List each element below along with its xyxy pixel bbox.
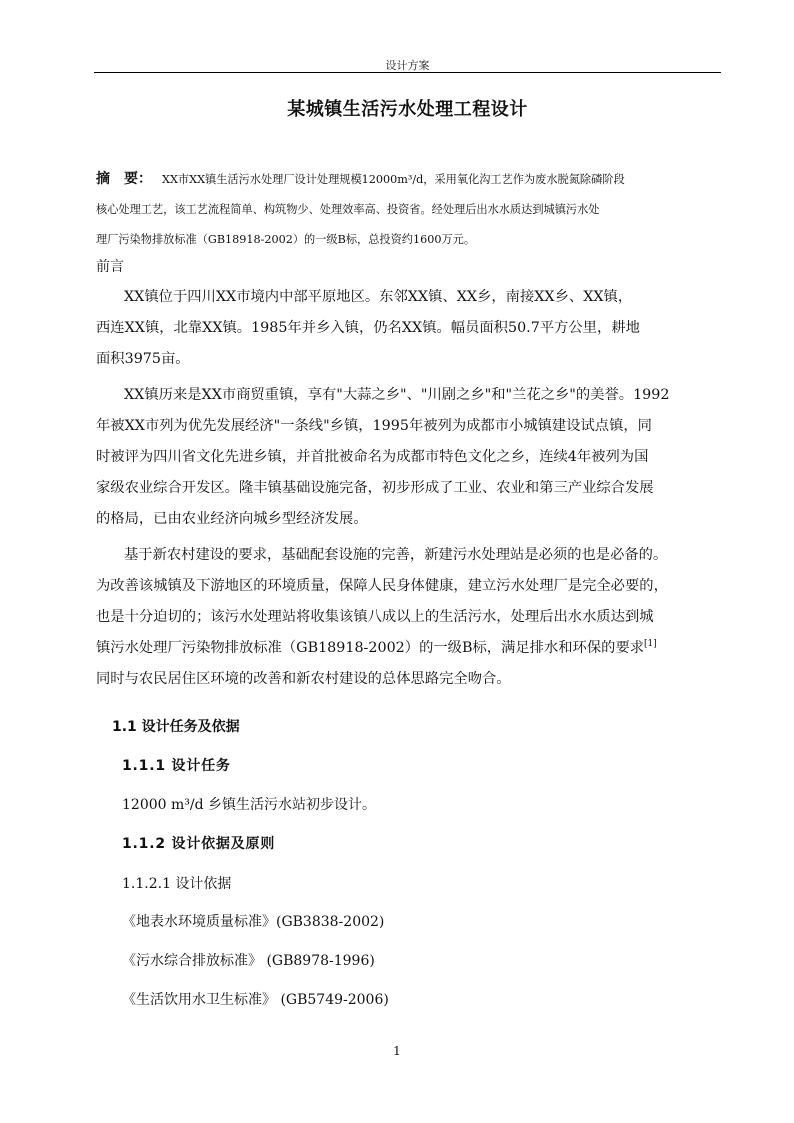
header-divider bbox=[94, 72, 721, 73]
document-title: 某城镇生活污水处理工程设计 bbox=[287, 99, 528, 120]
paragraph-line: 的格局，已由农业经济向城乡型经济发展。 bbox=[96, 511, 368, 527]
paragraph-line: 时被评为四川省文化先进乡镇，并首批被命名为成都市特色文化之乡，连续4年被列为国 bbox=[96, 449, 649, 465]
section-heading-1-1: 1.1 设计任务及依据 bbox=[112, 719, 240, 735]
abstract-line bbox=[96, 164, 722, 195]
abstract-text: XX市XX镇生活污水处理厂设计处理规模12000m³/d，采用氧化沟工艺作为废水脱氮除磷阶段 bbox=[162, 173, 625, 186]
paragraph-line: 家级农业综合开发区。隆丰镇基础设施完备，初步形成了工业、农业和第三产业综合发展 bbox=[96, 480, 654, 496]
preface-heading: 前言 bbox=[96, 259, 124, 275]
paragraph-line: 同时与农民居住区环境的改善和新农村建设的总体思路完全吻合。 bbox=[96, 671, 511, 687]
page-number: 1 bbox=[393, 1044, 401, 1058]
paragraph-line: 西连XX镇，北靠XX镇。1985年并乡入镇，仍名XX镇。幅员面积50.7平方公里，耕地 bbox=[96, 320, 640, 336]
paragraph-history bbox=[96, 380, 722, 535]
abstract-line: 理厂污染物排放标准（GB18918-2002）的一级B标，总投资约1600万元。 bbox=[96, 233, 476, 246]
citation-mark: [1] bbox=[644, 639, 657, 650]
section-heading-1-1-1: 1.1.1 设计任务 bbox=[122, 758, 231, 774]
abstract bbox=[96, 164, 722, 255]
paragraph-line: 基于新农村建设的要求，基础配套设施的完善，新建污水处理站是必须的也是必备的。 bbox=[124, 547, 668, 563]
paragraph-line: XX镇历来是XX市商贸重镇，享有"大蒜之乡"、"川剧之乡"和"兰花之乡"的美誉。1992 bbox=[124, 387, 670, 403]
abstract-line: 核心处理工艺，该工艺流程简单、构筑物少、处理效率高、投资省。经处理后出水水质达到城镇污水处 bbox=[96, 203, 600, 216]
paragraph-line: 面积3975亩。 bbox=[96, 351, 190, 367]
abstract-label: 摘 要： bbox=[96, 171, 152, 187]
task-text: 12000 m³/d 乡镇生活污水站初步设计。 bbox=[122, 797, 377, 813]
section-heading-1-1-2-1: 1.1.2.1 设计依据 bbox=[122, 876, 232, 892]
standard-item: 《地表水环境质量标准》(GB3838-2002) bbox=[122, 914, 385, 930]
paragraph-line: XX镇位于四川XX市境内中部平原地区。东邻XX镇、XX乡，南接XX乡、XX镇， bbox=[124, 289, 633, 305]
section-heading-1-1-2: 1.1.2 设计依据及原则 bbox=[122, 836, 276, 852]
running-header: 设计方案 bbox=[385, 59, 430, 72]
standard-item: 《生活饮用水卫生标准》 (GB5749-2006) bbox=[122, 992, 389, 1008]
paragraph-line-text: 镇污水处理厂污染物排放标准（GB18918-2002）的一级B标，满足排水和环保的要求 bbox=[96, 640, 645, 656]
paragraph-line: 为改善该城镇及下游地区的环境质量，保障人民身体健康，建立污水处理厂是完全必要的， bbox=[96, 578, 668, 594]
paragraph-purpose bbox=[96, 540, 722, 695]
standard-item: 《污水综合排放标准》 (GB8978-1996) bbox=[122, 953, 375, 969]
paragraph-line: 年被XX市列为优先发展经济"一条线"乡镇，1995年被列为成都市小城镇建设试点镇，同 bbox=[96, 418, 652, 434]
paragraph-line bbox=[96, 633, 722, 664]
paragraph-location bbox=[96, 282, 722, 375]
paragraph-line: 也是十分迫切的；该污水处理站将收集该镇八成以上的生活污水，处理后出水水质达到城 bbox=[96, 609, 654, 625]
